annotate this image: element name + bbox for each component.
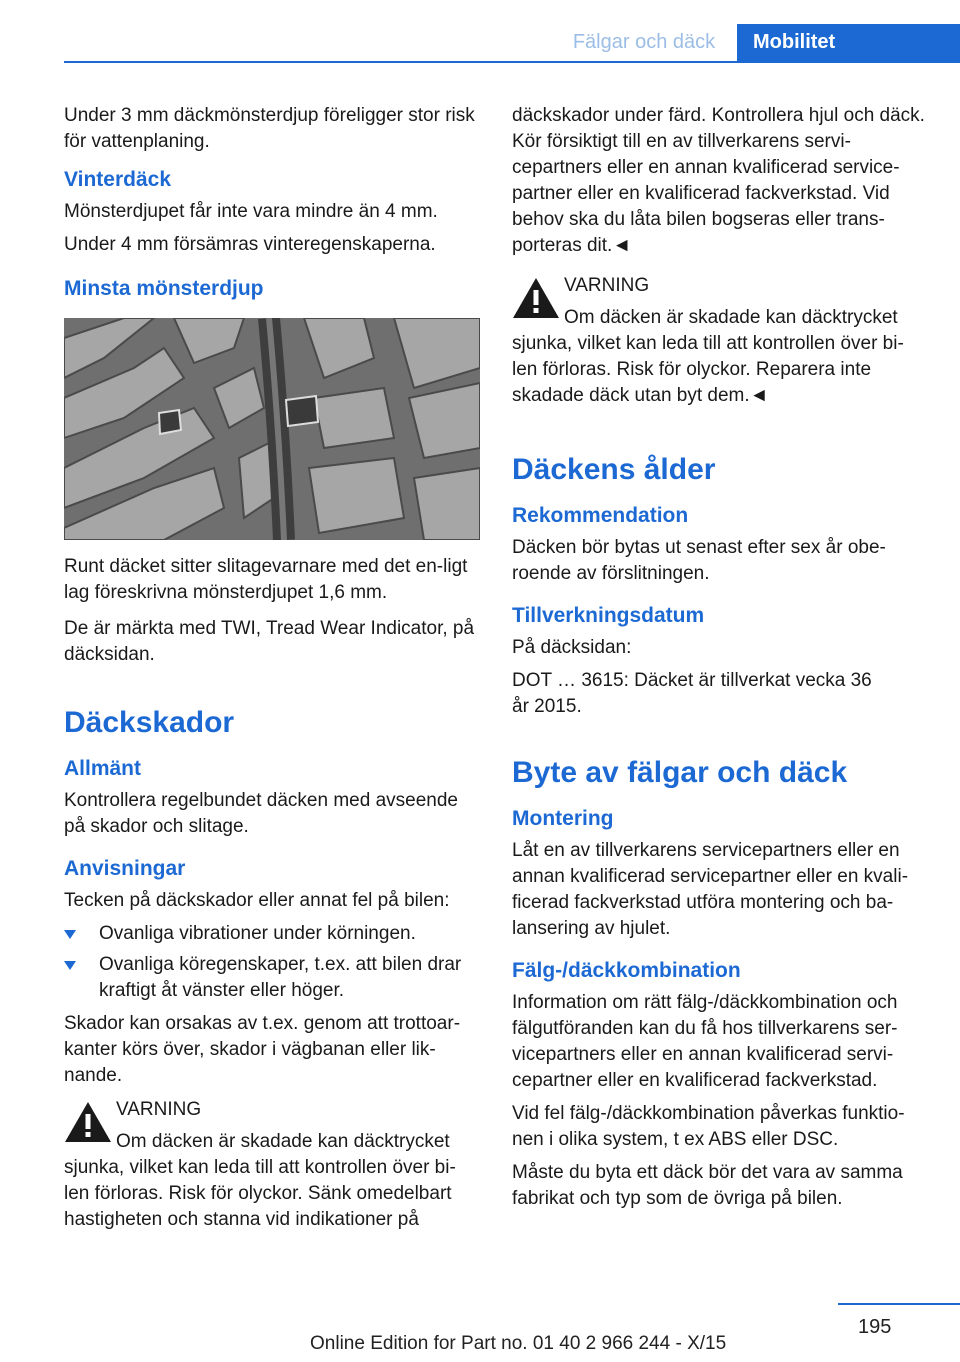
causes-paragraph: Skador kan orsakas av t.ex. genom att trottoar-kanter körs över, skador i vägbanan eller lik-nande.	[64, 1013, 461, 1086]
mounting-paragraph: Låt en av tillverkarens servicepartners eller en annan kvalificerad servicepartner eller en kvali-ficerad fackverkstad utföra montering och ba-lansering av hjulet.	[512, 840, 909, 939]
page-number: 195	[858, 1316, 892, 1338]
warning-triangle-icon	[512, 277, 560, 319]
header-chapter-tab: Mobilitet	[737, 24, 960, 63]
combination-paragraph-2: Vid fel fälg-/däckkombination påverkas funktio-nen i olika system, t ex ABS eller DSC.	[512, 1103, 905, 1150]
warning-text: Om däcken är skadade kan däcktrycket sjunka, vilket kan leda till att kontrollen över bi-len förloras. Risk för olyckor. Sänk omedelbart hastigheten och stanna vid indikationer på	[64, 1131, 456, 1230]
warning-triangle-icon	[64, 1101, 112, 1143]
manufacture-paragraph-2: DOT … 3615: Däcket är tillverkat vecka 36 år 2015.	[512, 670, 872, 717]
tread-wear-indicator-image	[64, 318, 480, 540]
instructions-heading: Anvisningar	[64, 857, 186, 880]
winter-paragraph-2: Under 4 mm försämras vinteregenskaperna.	[64, 234, 436, 255]
winter-tyres-heading: Vinterdäck	[64, 168, 171, 191]
list-item: Ovanliga köregenskaper, t.ex. att bilen drar kraftigt åt vänster eller höger.	[64, 952, 480, 1004]
damage-signs-list	[64, 921, 480, 1004]
min-tread-heading: Minsta mönsterdjup	[64, 277, 264, 300]
combination-paragraph-1: Information om rätt fälg-/däckkombination och fälgutföranden kan du få hos tillverkarens ser-vicepartners eller en annan kvalificerad servi-cepartner eller en kvalificerad fackverkstad.	[512, 992, 898, 1091]
left-column	[64, 103, 480, 1240]
warning-box	[64, 1097, 480, 1233]
warning-text: Om däcken är skadade kan däcktrycket sjunka, vilket kan leda till att kontrollen över bi-len förloras. Risk för olyckor. Reparera inte skadade däck utan byt dem.◄	[512, 307, 904, 406]
warning-label: VARNING	[564, 275, 650, 296]
aquaplaning-paragraph: Under 3 mm däckmönsterdjup föreligger stor risk för vattenplaning.	[64, 105, 475, 152]
recommendation-paragraph: Däcken bör bytas ut senast efter sex år obe-roende av förslitningen.	[512, 537, 886, 584]
combination-paragraph-3: Måste du byta ett däck bör det vara av samma fabrikat och typ som de övriga på bilen.	[512, 1162, 903, 1209]
instructions-paragraph: Tecken på däckskador eller annat fel på bilen:	[64, 890, 450, 911]
bullet-triangle-icon	[64, 930, 76, 939]
header-section-tab: Fälgar och däck	[572, 31, 716, 53]
general-heading: Allmänt	[64, 757, 142, 780]
right-column	[512, 103, 928, 1219]
warning-label: VARNING	[116, 1099, 202, 1120]
rim-tyre-combination-heading: Fälg-/däckkombination	[512, 959, 741, 982]
recommendation-heading: Rekommendation	[512, 504, 689, 527]
twi-paragraph: De är märkta med TWI, Tread Wear Indicator, på däcksidan.	[64, 618, 475, 665]
list-item: Ovanliga vibrationer under körningen.	[64, 921, 480, 947]
tyre-damage-title: Däckskador	[64, 706, 235, 739]
footer-rule	[838, 1303, 960, 1305]
manufacture-paragraph-1: På däcksidan:	[512, 637, 632, 658]
warning-box	[512, 273, 928, 409]
bullet-triangle-icon	[64, 961, 76, 970]
mounting-heading: Montering	[512, 807, 614, 830]
tread-indicator-paragraph: Runt däcket sitter slitagevarnare med det en-ligt lag föreskrivna mönsterdjupet 1,6 mm.	[64, 556, 468, 603]
change-rims-tyres-title: Byte av fälgar och däck	[512, 756, 848, 789]
general-paragraph: Kontrollera regelbundet däcken med avseende på skador och slitage.	[64, 790, 458, 837]
manufacture-date-heading: Tillverkningsdatum	[512, 604, 705, 627]
header-rule	[64, 61, 960, 63]
continued-paragraph: däckskador under färd. Kontrollera hjul och däck. Kör försiktigt till en av tillverkarens servi-cepartners eller en annan kvalificerad service-partner eller en kvalificerad fackverkstad. Vid behov ska du låta bilen bogseras eller trans-porteras dit.◄	[512, 105, 925, 256]
winter-paragraph-1: Mönsterdjupet får inte vara mindre än 4 mm.	[64, 201, 438, 222]
edition-footer: Online Edition for Part no. 01 40 2 966 244 - X/15	[310, 1333, 727, 1354]
tyre-age-title: Däckens ålder	[512, 453, 716, 486]
